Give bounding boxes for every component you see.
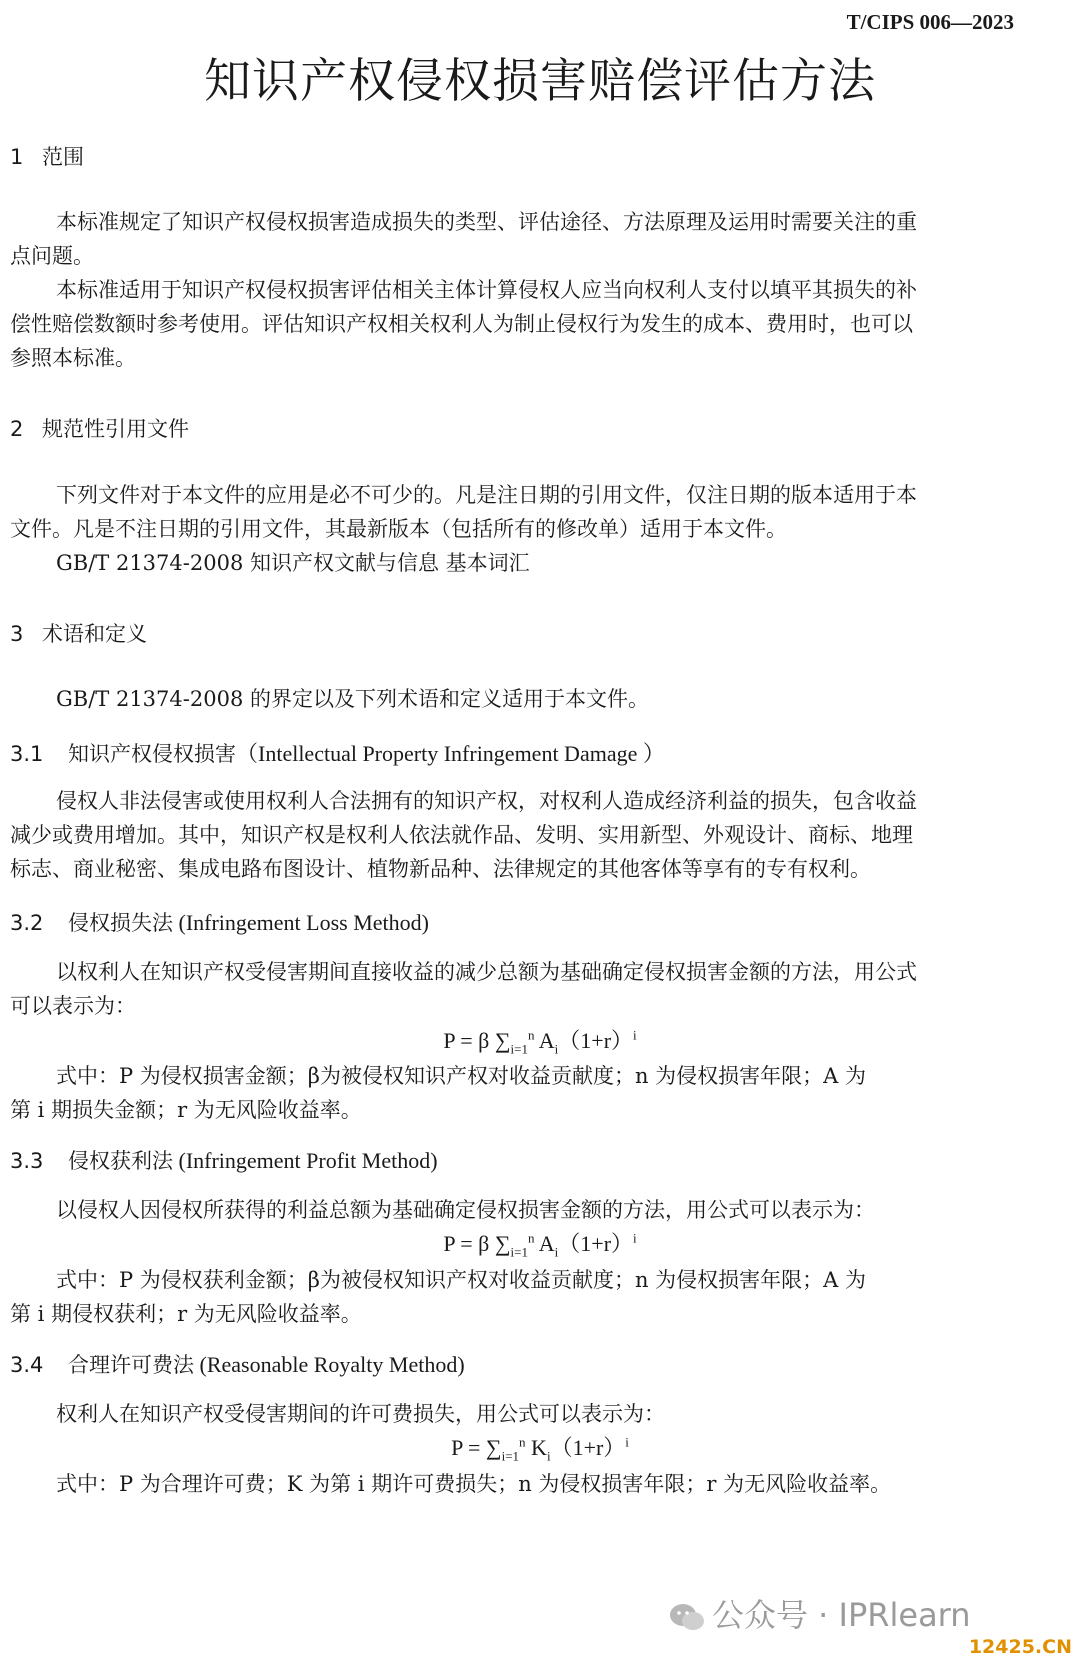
section-title: 术语和定义 xyxy=(42,622,147,646)
section-title: 合理许可费法 xyxy=(68,1353,194,1377)
section-3-3-heading xyxy=(10,1145,438,1175)
section-3-heading xyxy=(10,618,147,648)
watermark xyxy=(668,1590,971,1636)
paragraph-line: 第 i 期侵权获利；r 为无风险收益率。 xyxy=(10,1302,362,1326)
paragraph-line: 文件。凡是不注日期的引用文件，其最新版本（包括所有的修改单）适用于本文件。 xyxy=(10,517,787,541)
section-title: 侵权损失法 xyxy=(68,911,173,935)
section-3-1-heading xyxy=(10,737,665,768)
section-3-4-heading xyxy=(10,1349,465,1379)
reference-line: GB/T 21374-2008 知识产权文献与信息 基本词汇 xyxy=(56,551,530,575)
section-title: 侵权获利法 xyxy=(68,1149,173,1173)
paragraph-line: 减少或费用增加。其中，知识产权是权利人依法就作品、发明、实用新型、外观设计、商标、地理 xyxy=(10,823,913,847)
site-watermark: 12425.CN xyxy=(968,1636,1072,1658)
formula: $P = \sum_{i=1}^n$ $K_i(1+r)^i$ xyxy=(451,1434,629,1464)
paragraph-line: 第 i 期损失金额；r 为无风险收益率。 xyxy=(10,1098,362,1122)
watermark-text: 公众号 · IPRlearn xyxy=(712,1596,971,1634)
section-title-en: （Intellectual Property Infringement Damage ） xyxy=(236,741,665,766)
paragraph-line: 本标准规定了知识产权侵权损害造成损失的类型、评估途径、方法原理及运用时需要关注的重 xyxy=(56,210,917,234)
paragraph-line: 式中：P 为侵权获利金额；β为被侵权知识产权对收益贡献度；n 为侵权损害年限；A 为 xyxy=(56,1268,866,1292)
paragraph-line: 侵权人非法侵害或使用权利人合法拥有的知识产权，对权利人造成经济利益的损失，包含收益 xyxy=(56,789,917,813)
section-number: 2 xyxy=(10,417,24,441)
section-number: 3.3 xyxy=(10,1149,44,1173)
section-title: 知识产权侵权损害 xyxy=(68,742,236,766)
paragraph-line: 以权利人在知识产权受侵害期间直接收益的减少总额为基础确定侵权损害金额的方法，用公式 xyxy=(56,960,917,984)
section-1-heading xyxy=(10,141,84,171)
section-number: 1 xyxy=(10,145,24,169)
section-title: 规范性引用文件 xyxy=(42,417,189,441)
section-title-en: (Infringement Profit Method) xyxy=(173,1148,438,1173)
paragraph-line: 可以表示为： xyxy=(10,994,136,1018)
paragraph-line: 式中：P 为合理许可费；K 为第 i 期许可费损失；n 为侵权损害年限；r 为无风险收益率。 xyxy=(56,1472,892,1496)
section-2-heading xyxy=(10,413,189,443)
section-number: 3 xyxy=(10,622,24,646)
paragraph-line: 点问题。 xyxy=(10,244,94,268)
section-3-2-heading xyxy=(10,907,429,937)
section-number: 3.1 xyxy=(10,742,44,766)
section-title-en: (Infringement Loss Method) xyxy=(173,910,429,935)
section-title-en: (Reasonable Royalty Method) xyxy=(194,1352,465,1377)
paragraph-line: 标志、商业秘密、集成电路布图设计、植物新品种、法律规定的其他客体等享有的专有权利。 xyxy=(10,857,871,881)
formula: P = β $\sum_{i=1}^n$ $A_i(1+r)^i$ xyxy=(443,1230,637,1260)
section-number: 3.4 xyxy=(10,1353,44,1377)
paragraph-line: 以侵权人因侵权所获得的利益总额为基础确定侵权损害金额的方法，用公式可以表示为： xyxy=(56,1198,875,1222)
section-title: 范围 xyxy=(42,145,84,169)
paragraph-line: 式中：P 为侵权损害金额；β为被侵权知识产权对收益贡献度；n 为侵权损害年限；A 为 xyxy=(56,1064,866,1088)
paragraph-line: 权利人在知识产权受侵害期间的许可费损失，用公式可以表示为： xyxy=(56,1402,665,1426)
paragraph-line: 下列文件对于本文件的应用是必不可少的。凡是注日期的引用文件，仅注日期的版本适用于本 xyxy=(56,483,917,507)
section-number: 3.2 xyxy=(10,911,44,935)
paragraph-line: GB/T 21374-2008 的界定以及下列术语和定义适用于本文件。 xyxy=(56,687,649,711)
standard-number: T/CIPS 006—2023 xyxy=(846,10,1014,34)
paragraph-line: 本标准适用于知识产权侵权损害评估相关主体计算侵权人应当向权利人支付以填平其损失的补 xyxy=(56,278,917,302)
document-title: 知识产权侵权损害赔偿评估方法 xyxy=(204,54,876,109)
paragraph-line: 参照本标准。 xyxy=(10,346,136,370)
paragraph-line: 偿性赔偿数额时参考使用。评估知识产权相关权利人为制止侵权行为发生的成本、费用时，也可以 xyxy=(10,312,913,336)
wechat-icon xyxy=(668,1602,706,1632)
formula: P = β $\sum_{i=1}^n$ $A_i(1+r)^i$ xyxy=(443,1027,637,1057)
